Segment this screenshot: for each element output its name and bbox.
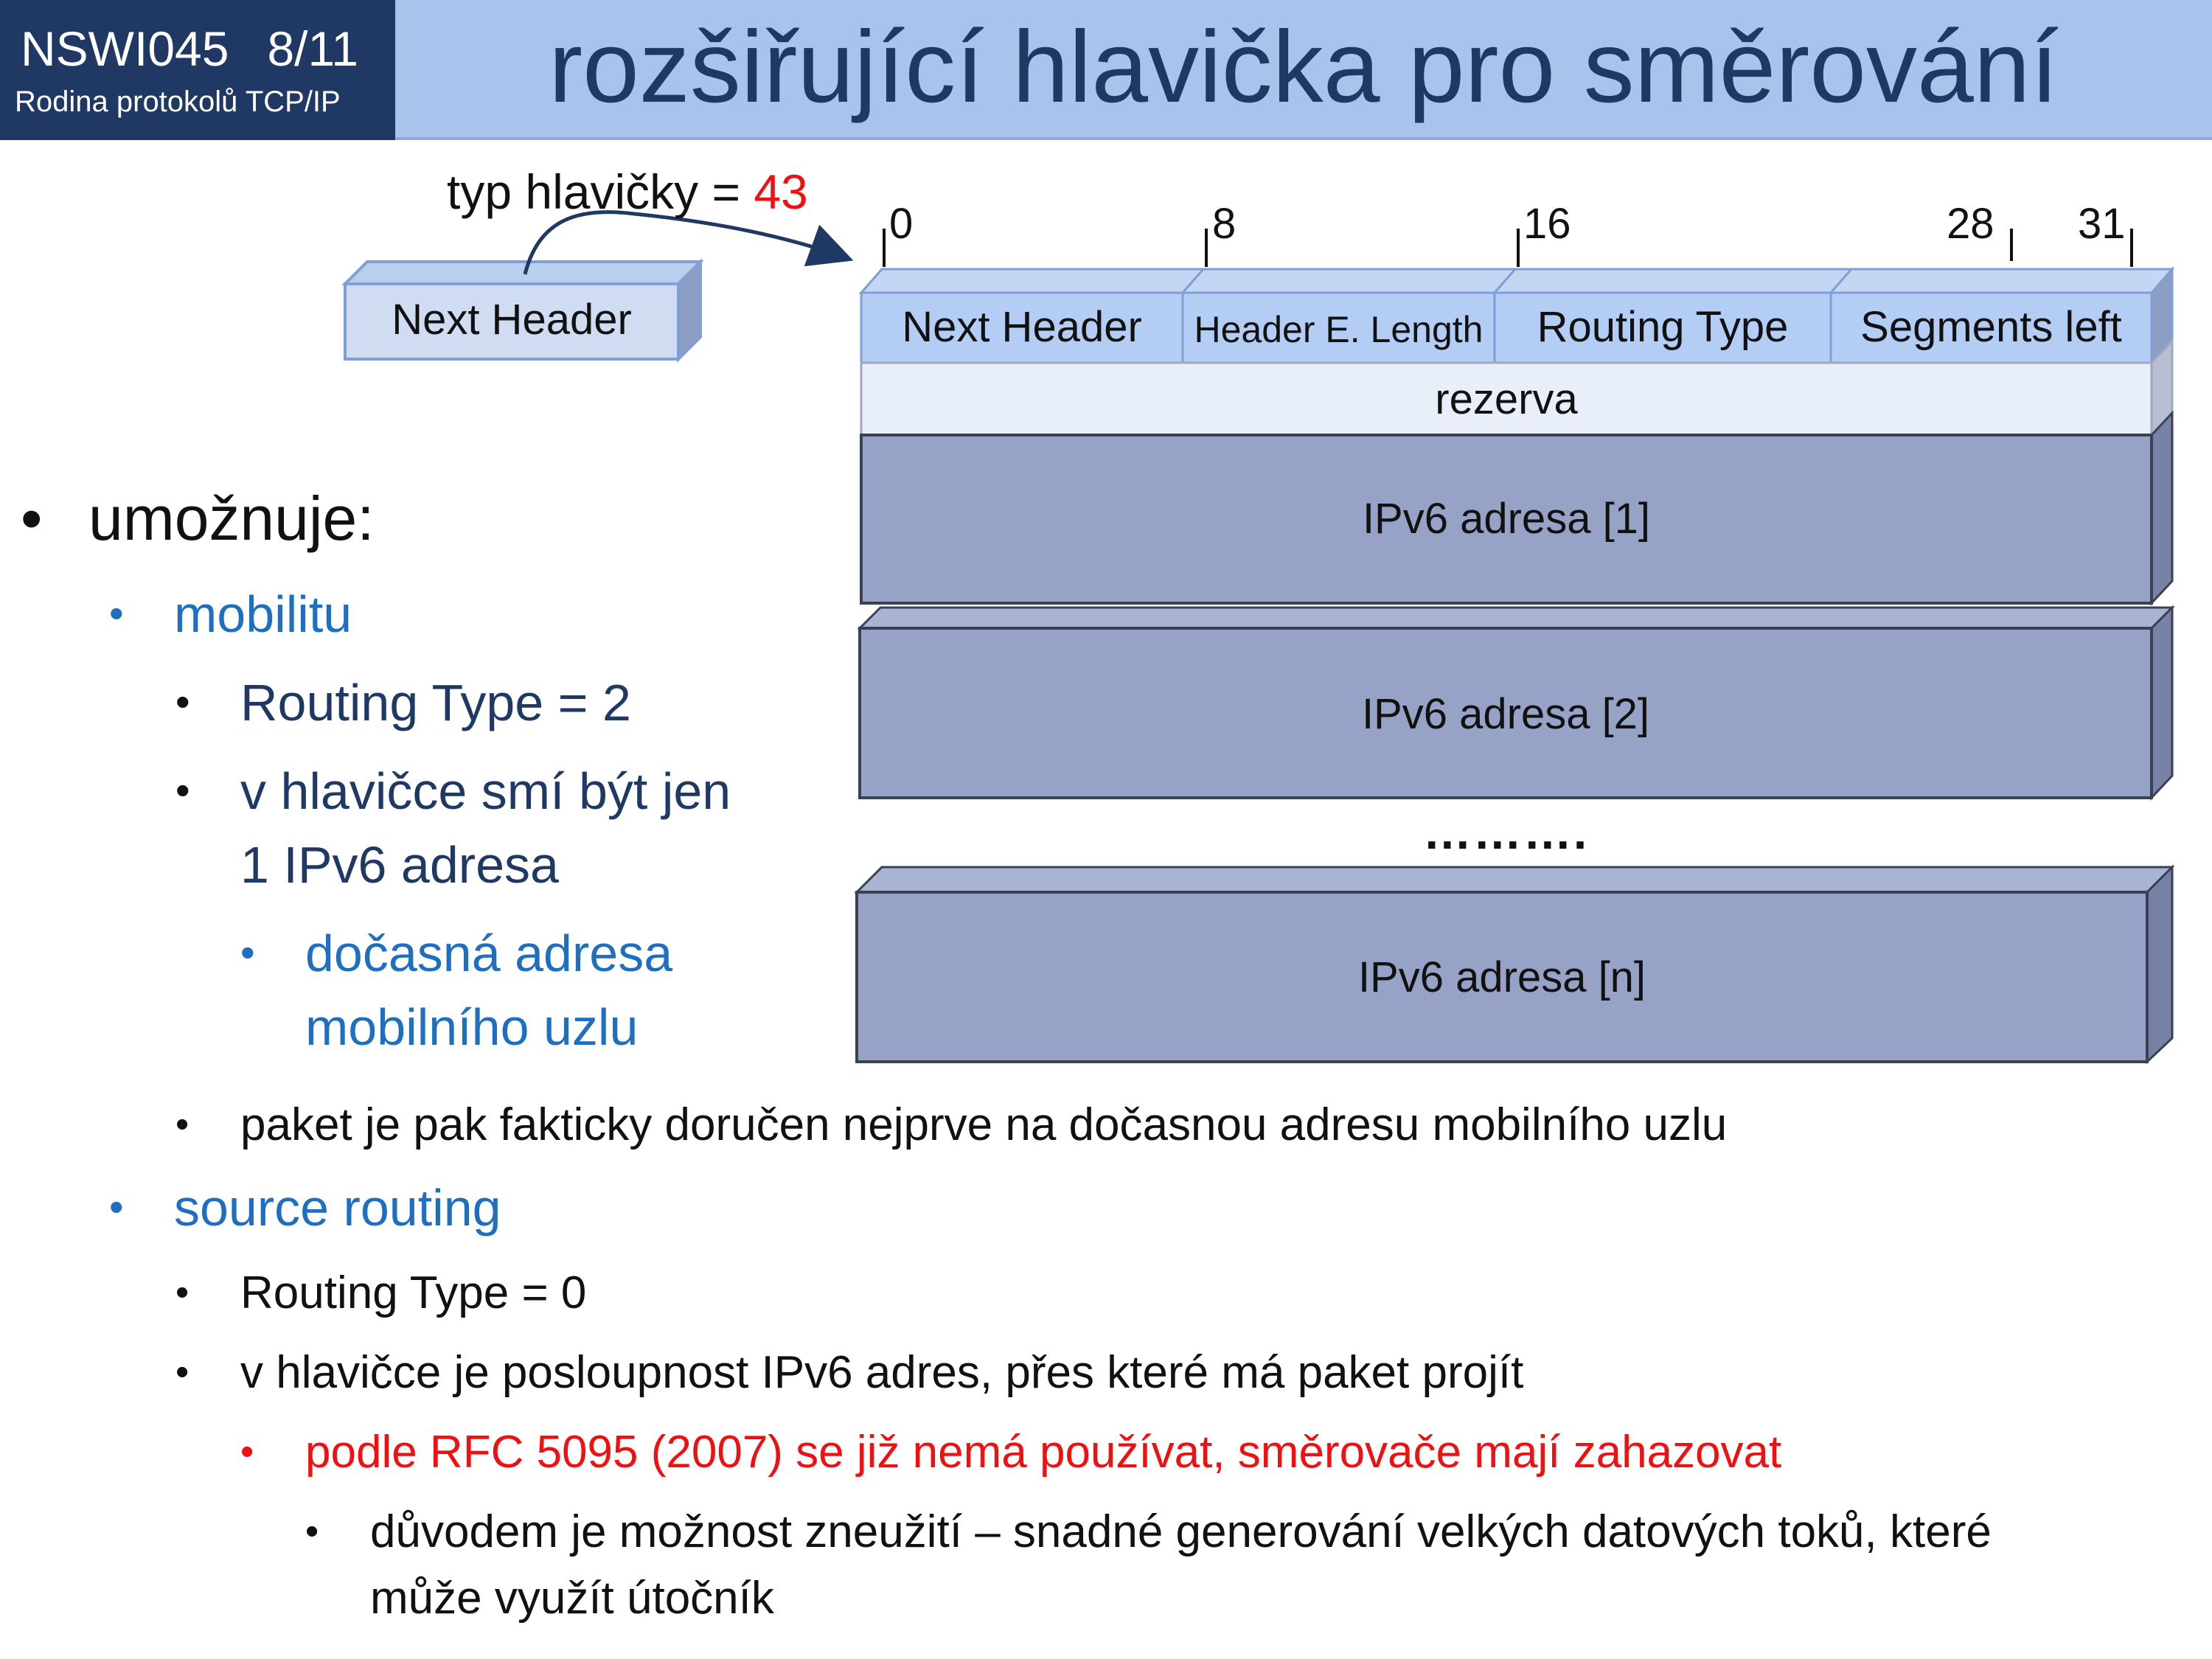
bit-tick-28 [2010, 229, 2013, 261]
bullet-temp-address-line1: dočasná adresa [305, 925, 673, 982]
field-header-ext-length: Header E. Length [1194, 309, 1484, 350]
bullet-marker: • [175, 1271, 189, 1314]
field-next-header: Next Header [902, 303, 1142, 351]
bullet-one-address-line1: v hlavičce smí být jen [240, 762, 731, 820]
bit-tick-31 [2130, 229, 2133, 267]
bullet-mobility-text: mobilitu [174, 585, 352, 643]
bullet-rt0 [175, 1267, 587, 1319]
bit-tick-16 [1517, 229, 1520, 267]
field-reserved: rezerva [1435, 375, 1578, 423]
bullet-marker: • [240, 1430, 254, 1473]
bit-label-16: 16 [1523, 200, 1571, 248]
bit-label-31: 31 [2078, 200, 2126, 248]
field-routing-type: Routing Type [1537, 303, 1789, 351]
field-address-n: IPv6 adresa [n] [1357, 953, 1646, 1001]
bit-label-0: 0 [889, 200, 914, 248]
bullet-reason-line1: důvodem je možnost zneužití – snadné generování velkých datových toků, které [370, 1506, 1992, 1557]
bullet-marker: • [175, 1351, 189, 1394]
bullet-sequence-text: v hlavičce je posloupnost IPv6 adres, přes které má paket projít [240, 1347, 1524, 1398]
bullet-source-routing [109, 1178, 501, 1237]
bullet-marker: • [175, 678, 190, 725]
type-label-prefix: typ hlavičky = [447, 164, 754, 219]
bullet-marker: • [175, 1103, 189, 1146]
page-title: rozšiřující hlavička pro směrování [549, 10, 2059, 124]
bullet-rt2-text: Routing Type = 2 [240, 674, 631, 731]
bullet-temp-address [240, 924, 673, 983]
bullet-rt2 [175, 673, 631, 732]
course-name: Rodina protokolů TCP/IP [15, 86, 341, 118]
bit-label-8: 8 [1212, 200, 1237, 248]
bullet-temp-address-line2: mobilního uzlu [305, 998, 639, 1056]
bullet-rfc [240, 1426, 1782, 1478]
bullet-marker: • [109, 590, 124, 636]
bullet-marker: • [109, 1183, 124, 1230]
bullet-delivered-text: paket je pak fakticky doručen nejprve na dočasnou adresu mobilního uzlu [240, 1099, 1728, 1150]
bullet-marker: • [305, 1510, 319, 1553]
bit-tick-8 [1205, 229, 1208, 267]
bit-tick-0 [883, 229, 886, 267]
bullet-l1 [21, 483, 375, 554]
bullet-rfc-text: podle RFC 5095 (2007) se již nemá používat, směrovače mají zahazovat [305, 1427, 1782, 1478]
bullet-marker: • [240, 929, 255, 975]
bullet-one-address-line2: 1 IPv6 adresa [240, 836, 559, 894]
bullet-marker: • [21, 484, 43, 553]
field-segments-left: Segments left [1860, 303, 2122, 351]
bullet-mobility [109, 585, 352, 644]
bullet-one-address [175, 762, 731, 821]
bullet-marker: • [175, 767, 190, 813]
field-address-1: IPv6 adresa [1] [1362, 495, 1651, 543]
bullet-rt0-text: Routing Type = 0 [240, 1267, 587, 1318]
address-ellipsis: ………. [1422, 804, 1589, 859]
bit-label-28: 28 [1947, 200, 1994, 248]
bullet-sequence [175, 1346, 1524, 1399]
page-indicator: 8/11 [267, 21, 358, 76]
bullet-l1-text: umožnuje: [88, 484, 375, 553]
bullet-reason [305, 1506, 1992, 1558]
standalone-field-label: Next Header [392, 296, 632, 344]
bullet-reason-line2: může využít útočník [370, 1573, 774, 1624]
bullet-delivered [175, 1099, 1728, 1151]
type-value: 43 [754, 164, 808, 219]
bullet-source-routing-text: source routing [174, 1179, 501, 1237]
field-address-2: IPv6 adresa [2] [1361, 690, 1650, 738]
type-label [447, 164, 808, 220]
course-code: NSWI045 [21, 21, 229, 76]
